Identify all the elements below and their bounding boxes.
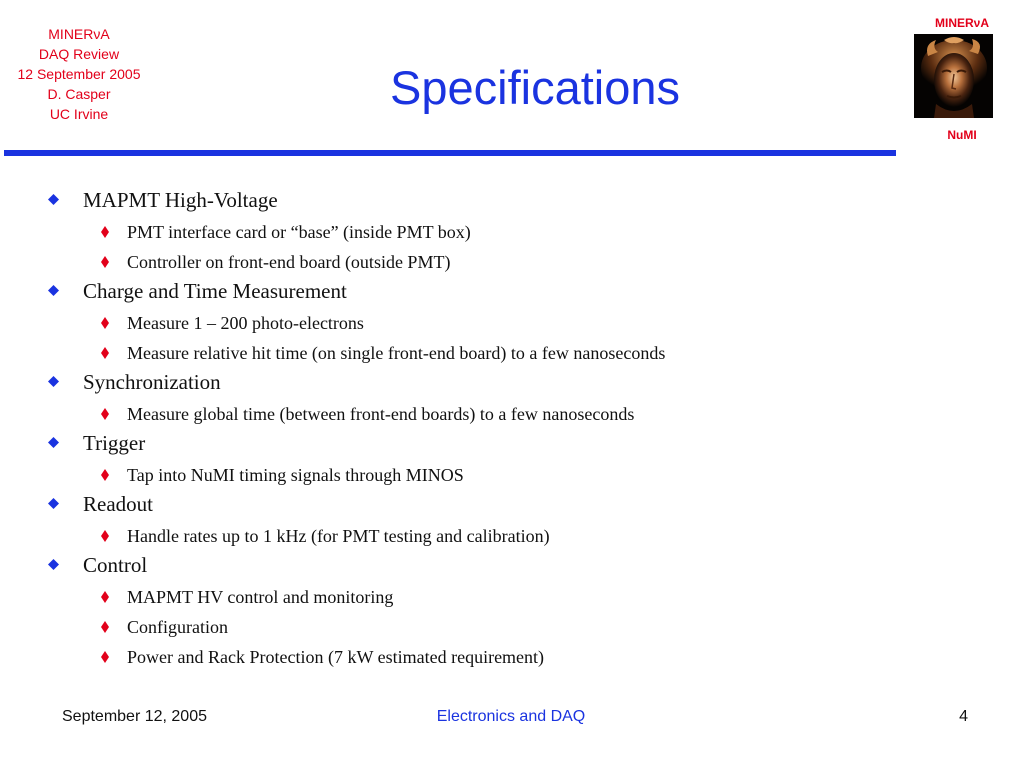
footer-title: Electronics and DAQ bbox=[436, 708, 586, 725]
sub-bullet-item bbox=[46, 220, 1006, 244]
info-author: D. Casper bbox=[47, 86, 111, 102]
diamond-bullet-icon bbox=[48, 437, 59, 448]
diamond-bullet-icon bbox=[48, 498, 59, 509]
sub-bullet-item bbox=[46, 250, 1006, 274]
red-diamond-bullet-icon bbox=[101, 317, 109, 329]
info-date: 12 September 2005 bbox=[17, 66, 141, 82]
bullet-text: Trigger bbox=[83, 431, 146, 455]
sub-bullet-item bbox=[46, 524, 1006, 548]
diamond-bullet-icon bbox=[48, 559, 59, 570]
red-diamond-bullet-icon bbox=[101, 226, 109, 238]
sub-bullet-item bbox=[46, 311, 1006, 335]
sub-bullet-item bbox=[46, 585, 1006, 609]
bullet-item bbox=[46, 277, 1006, 305]
page-number: 4 bbox=[959, 708, 968, 725]
red-diamond-bullet-icon bbox=[101, 651, 109, 663]
bullet-text: Control bbox=[83, 553, 148, 577]
bullet-item bbox=[46, 551, 1006, 579]
footer-date: September 12, 2005 bbox=[62, 708, 207, 725]
sub-bullet-item bbox=[46, 463, 1006, 487]
sub-bullet-text: Measure relative hit time (on single front-end board) to a few nanoseconds bbox=[127, 343, 666, 363]
sub-bullet-item bbox=[46, 341, 1006, 365]
red-diamond-bullet-icon bbox=[101, 591, 109, 603]
info-event: DAQ Review bbox=[38, 46, 120, 62]
red-diamond-bullet-icon bbox=[101, 469, 109, 481]
info-experiment: MINERνA bbox=[48, 26, 110, 42]
diamond-bullet-icon bbox=[48, 285, 59, 296]
sculpted-face-icon bbox=[914, 34, 993, 118]
logo-top-label: MINERνA bbox=[934, 16, 989, 30]
sub-bullet-text: Measure global time (between front-end boards) to a few nanoseconds bbox=[127, 404, 635, 424]
sub-bullet-text: PMT interface card or “base” (inside PMT box) bbox=[127, 222, 471, 242]
diamond-bullet-icon bbox=[48, 376, 59, 387]
bullet-list bbox=[46, 183, 1006, 669]
sub-bullet-text: Measure 1 – 200 photo-electrons bbox=[127, 313, 364, 333]
red-diamond-bullet-icon bbox=[101, 408, 109, 420]
bullet-item bbox=[46, 368, 1006, 396]
red-diamond-bullet-icon bbox=[101, 256, 109, 268]
sub-bullet-item bbox=[46, 645, 1006, 669]
diamond-bullet-icon bbox=[48, 194, 59, 205]
title-underline bbox=[4, 150, 896, 156]
sub-bullet-item bbox=[46, 402, 1006, 426]
bullet-item bbox=[46, 186, 1006, 214]
info-institution: UC Irvine bbox=[49, 106, 109, 122]
red-diamond-bullet-icon bbox=[101, 530, 109, 542]
logo-image bbox=[914, 34, 993, 118]
sub-bullet-text: Tap into NuMI timing signals through MINOS bbox=[127, 465, 464, 485]
bullet-text: Synchronization bbox=[83, 370, 221, 394]
red-diamond-bullet-icon bbox=[101, 347, 109, 359]
sub-bullet-text: MAPMT HV control and monitoring bbox=[127, 587, 394, 607]
sub-bullet-text: Power and Rack Protection (7 kW estimated requirement) bbox=[127, 647, 545, 667]
bullet-item bbox=[46, 490, 1006, 518]
sub-bullet-item bbox=[46, 615, 1006, 639]
red-diamond-bullet-icon bbox=[101, 621, 109, 633]
bullet-text: Readout bbox=[83, 492, 153, 516]
bullet-text: MAPMT High-Voltage bbox=[83, 188, 278, 212]
presentation-info bbox=[0, 24, 158, 124]
sub-bullet-text: Configuration bbox=[127, 617, 228, 637]
bullet-item bbox=[46, 429, 1006, 457]
sub-bullet-text: Controller on front-end board (outside PMT) bbox=[127, 252, 451, 272]
slide-title: Specifications bbox=[390, 61, 680, 114]
bullet-text: Charge and Time Measurement bbox=[83, 279, 347, 303]
logo-bottom-label: NuMI bbox=[947, 128, 977, 142]
sub-bullet-text: Handle rates up to 1 kHz (for PMT testing and calibration) bbox=[127, 526, 550, 546]
